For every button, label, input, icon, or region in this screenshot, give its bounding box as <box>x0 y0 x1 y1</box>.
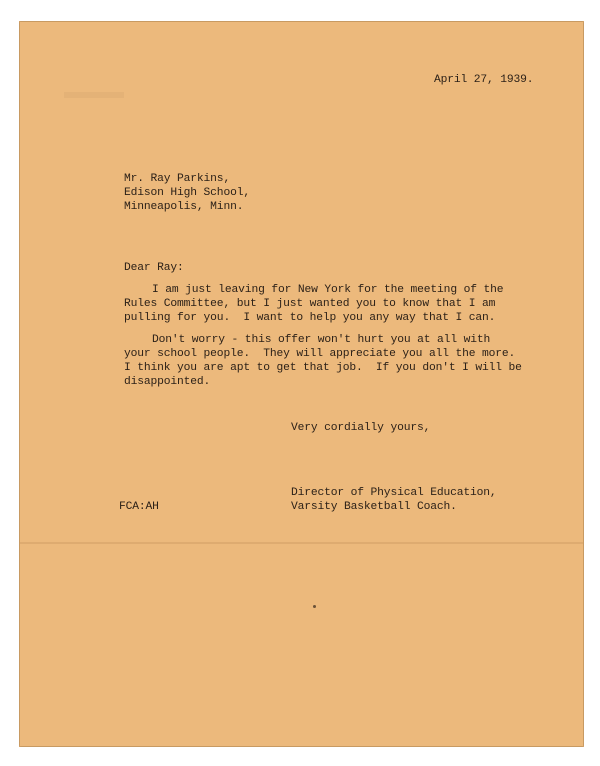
paper-stain <box>64 92 124 98</box>
paragraph-2-line-4: disappointed. <box>124 376 211 388</box>
recipient-line-1: Mr. Ray Parkins, <box>124 173 231 185</box>
paragraph-1-line-1: I am just leaving for New York for the meeting of the <box>152 284 504 296</box>
letter-date: April 27, 1939. <box>434 74 534 86</box>
recipient-line-3: Minneapolis, Minn. <box>124 201 244 213</box>
paper-fold <box>20 542 583 544</box>
paragraph-1-line-2: Rules Committee, but I just wanted you to know that I am <box>124 298 496 310</box>
paper-speck <box>313 605 316 608</box>
signature-line-2: Varsity Basketball Coach. <box>291 501 457 513</box>
signature-line-1: Director of Physical Education, <box>291 487 497 499</box>
paragraph-1-line-3: pulling for you. I want to help you any way that I can. <box>124 312 496 324</box>
paragraph-2-line-1: Don't worry - this offer won't hurt you at all with <box>152 334 491 346</box>
paragraph-2-line-2: your school people. They will appreciate you all the more. <box>124 348 516 360</box>
closing: Very cordially yours, <box>291 422 431 434</box>
letter-paper <box>20 22 583 746</box>
paragraph-2-line-3: I think you are apt to get that job. If you don't I will be <box>124 362 522 374</box>
recipient-line-2: Edison High School, <box>124 187 250 199</box>
salutation: Dear Ray: <box>124 262 184 274</box>
typist-initials: FCA:AH <box>119 501 159 513</box>
